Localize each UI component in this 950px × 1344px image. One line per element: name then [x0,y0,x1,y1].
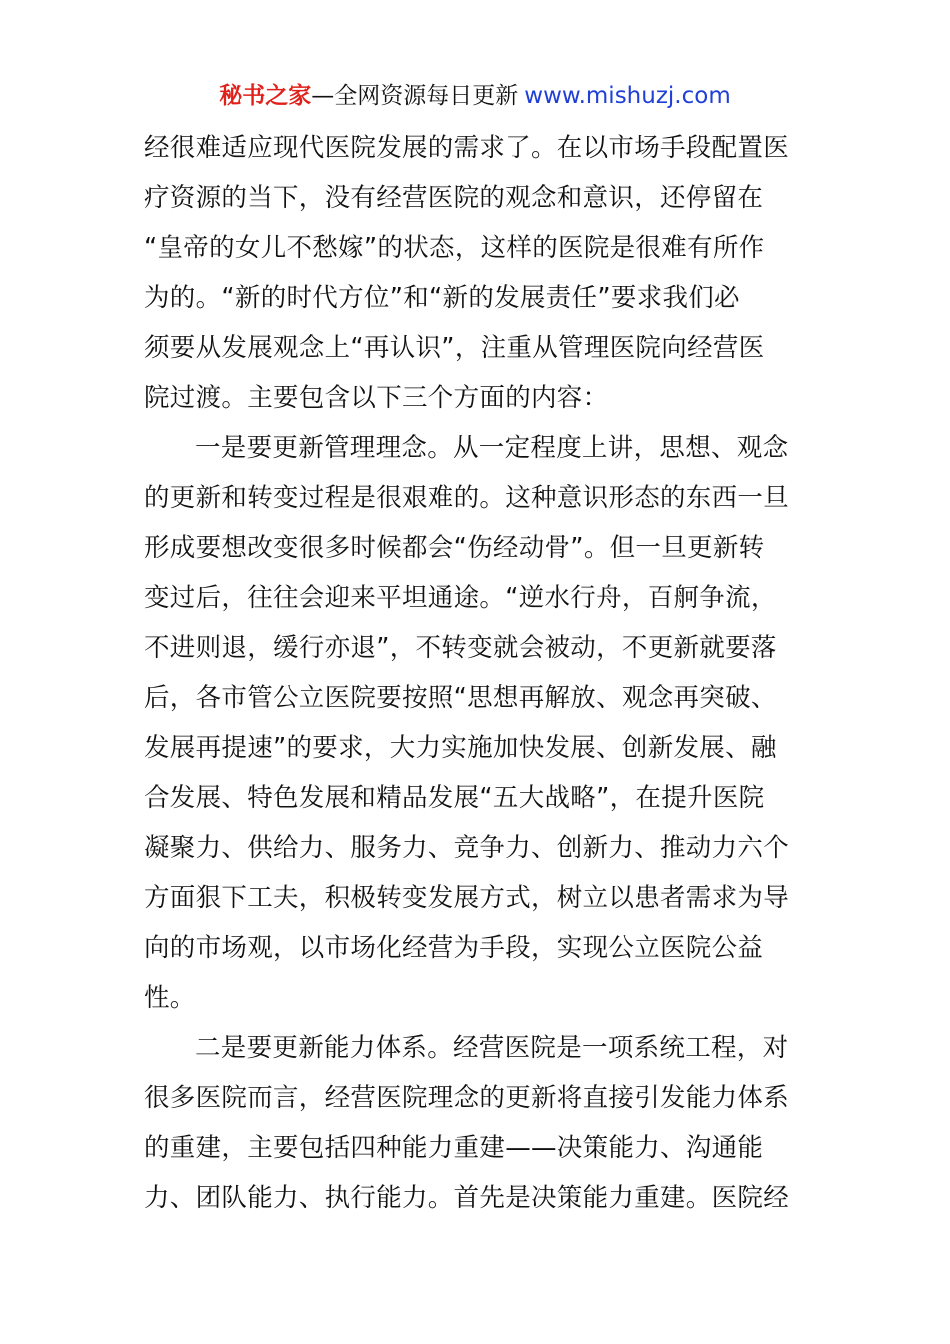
text-line: 疗资源的当下，没有经营医院的观念和意识，还停留在 [144,183,764,213]
site-brand: 秘书之家 [219,83,312,109]
text-line: 凝聚力、供给力、服务力、竞争力、创新力、推动力六个 [144,833,790,863]
site-url-link[interactable]: www.mishuzj.com [524,83,731,109]
text-line: 不进则退，缓行亦退”，不转变就会被动，不更新就要落 [144,633,777,663]
text-line: 变过后，往往会迎来平坦通途。“逆水行舟，百舸争流， [144,583,777,613]
site-header [0,80,950,112]
site-tagline: —全网资源每日更新 [311,83,519,109]
text-line: 性。 [144,983,196,1013]
text-line: “皇帝的女儿不愁嫁”的状态，这样的医院是很难有所作 [144,233,765,263]
text-line: 发展再提速”的要求，大力实施加快发展、创新发展、融 [144,733,777,763]
paragraph [144,1023,808,1223]
text-line: 合发展、特色发展和精品发展“五大战略”，在提升医院 [144,783,765,813]
text-line: 须要从发展观念上“再认识”，注重从管理医院向经营医 [144,333,765,363]
document-body [144,123,808,1223]
text-line: 方面狠下工夫，积极转变发展方式，树立以患者需求为导 [144,883,790,913]
text-line: 的更新和转变过程是很艰难的。这种意识形态的东西一旦 [144,483,790,513]
text-line: 力、团队能力、执行能力。首先是决策能力重建。医院经 [144,1183,790,1213]
text-line: 经很难适应现代医院发展的需求了。在以市场手段配置医 [144,133,790,163]
paragraph [144,123,808,423]
text-line: 一是要更新管理理念。从一定程度上讲，思想、观念 [195,433,789,463]
text-line: 形成要想改变很多时候都会“伤经动骨”。但一旦更新转 [144,533,765,563]
text-line: 后，各市管公立医院要按照“思想再解放、观念再突破、 [144,683,777,713]
text-line: 二是要更新能力体系。经营医院是一项系统工程，对 [195,1033,789,1063]
text-line: 为的。“新的时代方位”和“新的发展责任”要求我们必 [144,283,740,313]
text-line: 的重建，主要包括四种能力重建——决策能力、沟通能 [144,1133,764,1163]
paragraph [144,423,808,1023]
text-line: 很多医院而言，经营医院理念的更新将直接引发能力体系 [144,1083,790,1113]
text-line: 向的市场观，以市场化经营为手段，实现公立医院公益 [144,933,764,963]
text-line: 院过渡。主要包含以下三个方面的内容： [144,383,609,413]
